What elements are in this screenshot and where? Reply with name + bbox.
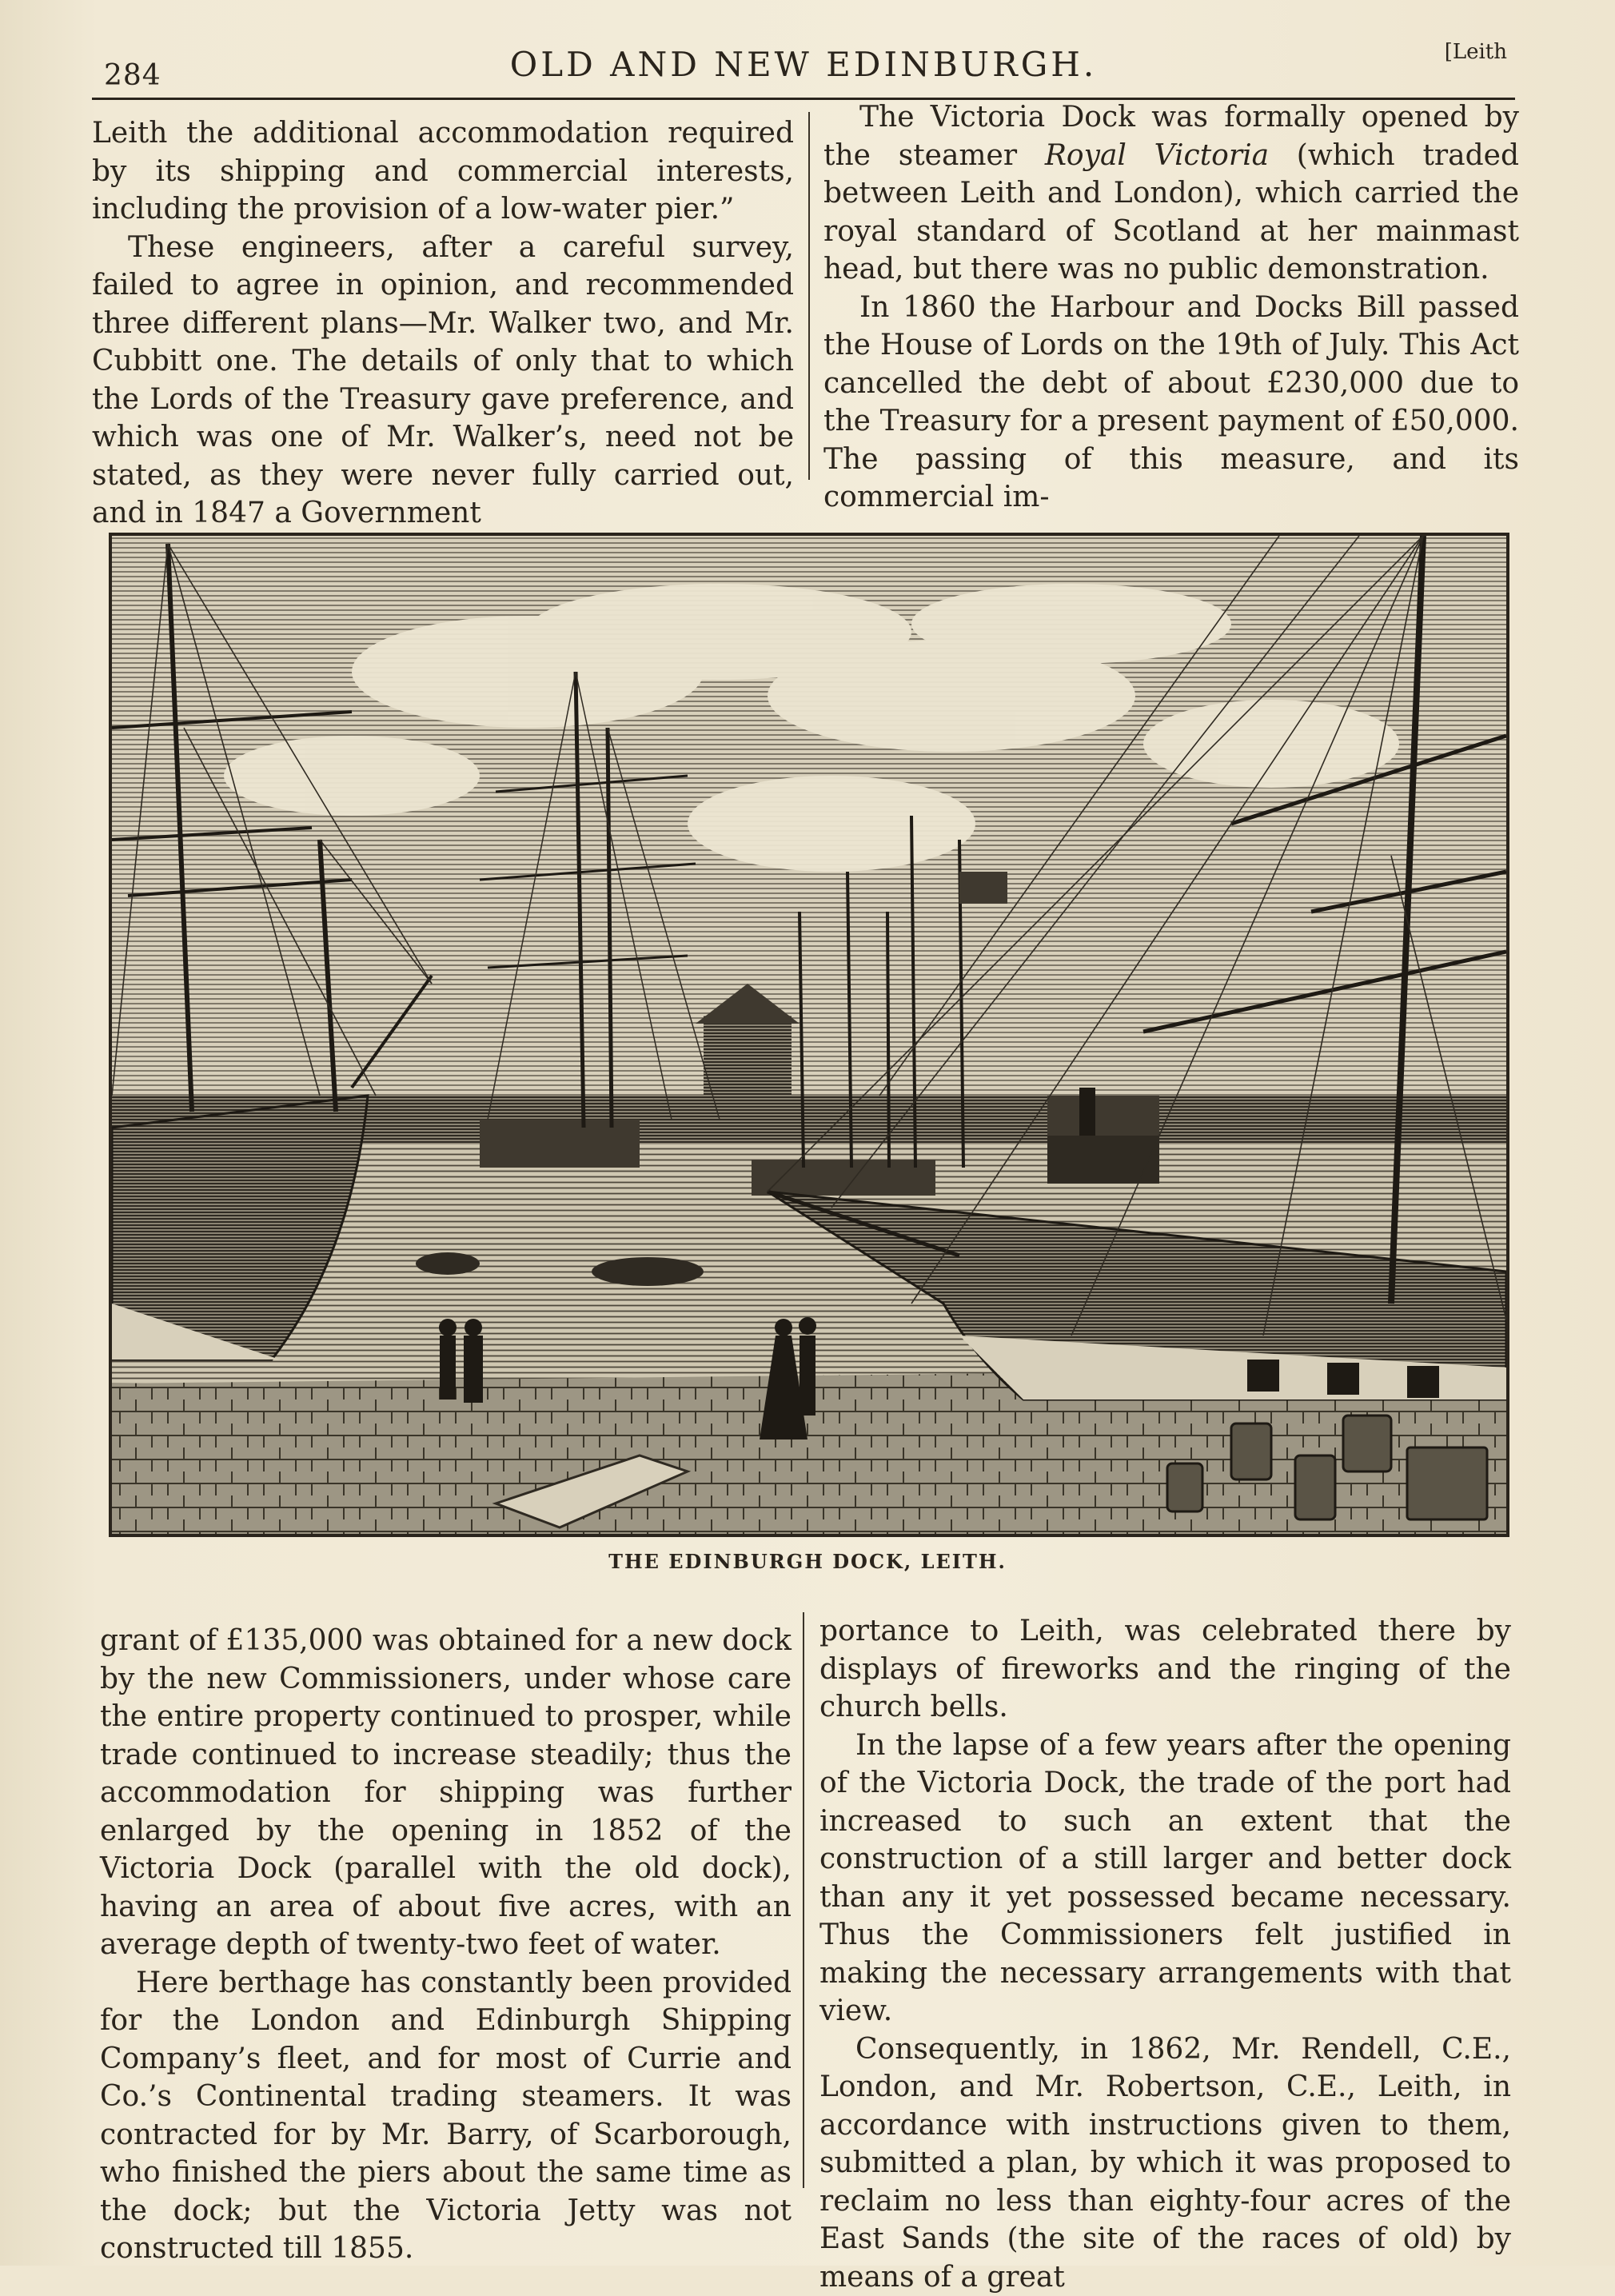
column-divider-top [808, 112, 810, 480]
paragraph: Leith the additional accommodation required by its shipping and commercial interests, including the provision of a low-water pier.” [92, 114, 794, 229]
paragraph: Consequently, in 1862, Mr. Rendell, C.E., London, and Mr. Robertson, C.E., Leith, in accordance with instructions given to them, submitted a plan, by which it was proposed to reclaim no less than eighty-four acres of the East Sands (the site of the races of old) by means of a great [819, 2030, 1511, 2296]
paragraph [823, 98, 1519, 289]
running-title: OLD AND NEW EDINBURGH. [92, 45, 1515, 84]
paragraph: grant of £135,000 was obtained for a new dock by the new Commissioners, under whose care the entire property continued to prosper, while trade continued to increase steadily; thus the accommodation for shipping was further enlarged by the opening in 1852 of the Victoria Dock (parallel with the old dock), having an area of about five acres, with an average depth of twenty-two feet of water. [100, 1622, 792, 1964]
illustration-caption: THE EDINBURGH DOCK, LEITH. [0, 1550, 1615, 1573]
dock-engraving [112, 536, 1506, 1534]
page-header [92, 38, 1515, 94]
paragraph: Here berthage has constantly been provided for the London and Edinburgh Shipping Company’s fleet, and for most of Currie and Co.’s Continental trading steamers. It was contracted for by Mr. Barry, of Scarborough, who finished the piers about the same time as the dock; but the Victoria Jetty was not constructed till 1855. [100, 1964, 792, 2268]
text-column-bottom-left [100, 1622, 792, 2268]
text-column-top-left [92, 114, 794, 533]
ship-name: Royal Victoria [1045, 139, 1269, 172]
paragraph: These engineers, after a careful survey, failed to agree in opinion, and recommended three different plans—Mr. Walker two, and Mr. Cubbitt one. The details of only that to which the Lords of the Treasury gave preference, and which was one of Mr. Walker’s, need not be stated, as they were never fully carried out, and in 1847 a Government [92, 229, 794, 533]
paragraph: portance to Leith, was celebrated there by displays of fireworks and the ringing of the church bells. [819, 1612, 1511, 1727]
paragraph: In the lapse of a few years after the opening of the Victoria Dock, the trade of the port had increased to such an extent that the construction of a still larger and better dock than any it yet possessed became necessary. Thus the Commissioners felt justified in making the necessary arrangements with that view. [819, 1727, 1511, 2030]
section-tag: [Leith [1445, 40, 1507, 64]
page-number: 284 [104, 59, 162, 92]
text-column-bottom-right [819, 1612, 1511, 2296]
text-run: The Victoria Dock was formally opened by the steamer [823, 101, 1519, 172]
engraving-illustration [109, 533, 1509, 1537]
column-divider-bottom [803, 1612, 804, 2188]
paragraph: In 1860 the Harbour and Docks Bill passed the House of Lords on the 19th of July. This Act cancelled the debt of about £230,000 due to the Treasury for a present payment of £50,000. The passing of this measure, and its commercial im- [823, 289, 1519, 517]
text-column-top-right [823, 98, 1519, 517]
text-run: (which traded between Leith and London), which carried the royal standard of Scotland at her mainmast head, but there was no public demonstration. [823, 139, 1519, 286]
